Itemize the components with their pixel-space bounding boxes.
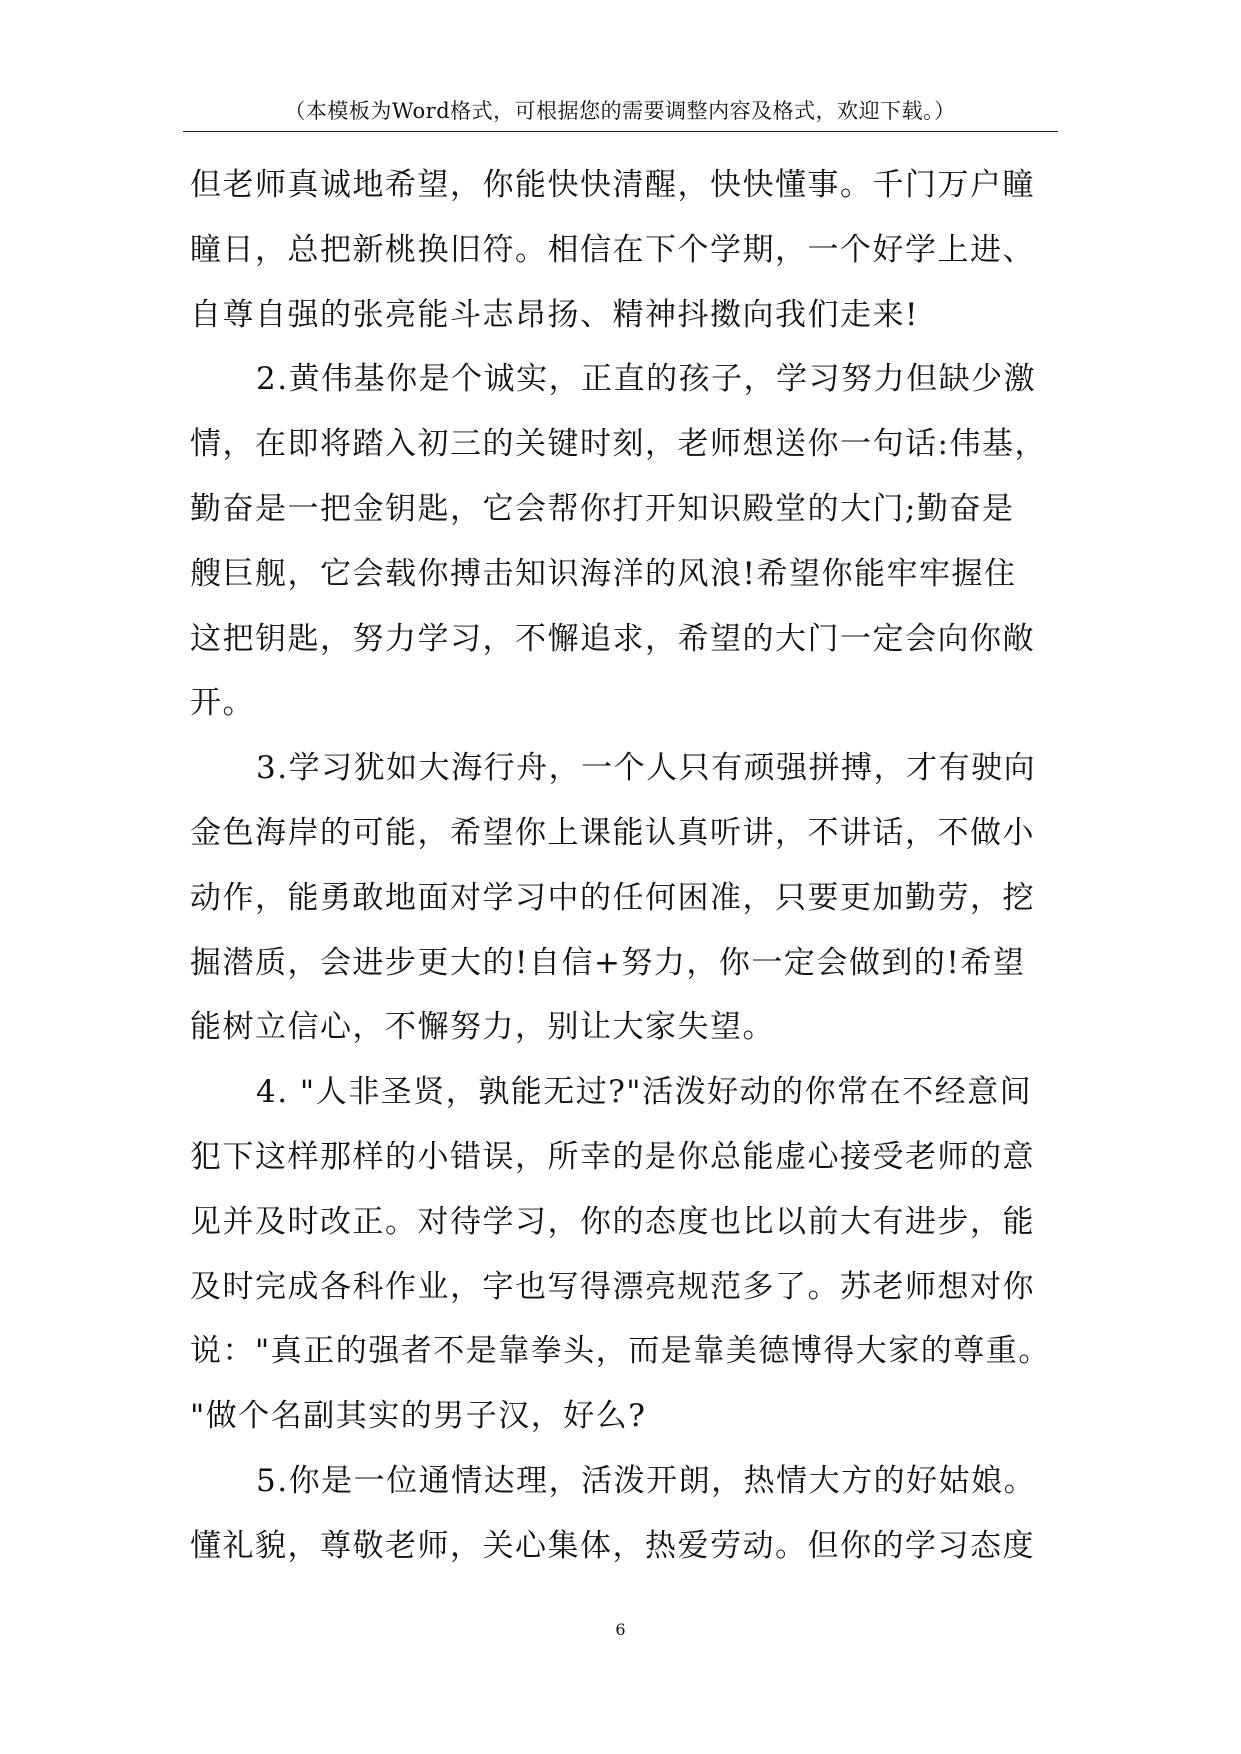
paragraph-line: 见并及时改正。对待学习，你的态度也比以前大有进步，能	[190, 1203, 1035, 1240]
paragraph-1	[190, 153, 1065, 347]
header-divider	[183, 131, 1058, 132]
paragraph-3	[190, 736, 1065, 1060]
paragraph-line: 5.你是一位通情达理，活泼开朗，热情大方的好姑娘。	[256, 1462, 1037, 1499]
paragraph-line: 动作，能勇敢地面对学习中的任何困准，只要更加勤劳，挖	[190, 879, 1035, 916]
paragraph-line: 2.黄伟基你是个诚实，正直的孩子，学习努力但缺少激	[256, 361, 1037, 398]
page-header: （本模板为Word格式，可根据您的需要调整内容及格式，欢迎下载。）	[284, 99, 956, 123]
paragraph-line: 但老师真诚地希望，你能快快清醒，快快懂事。千门万户瞳	[190, 167, 1035, 203]
paragraph-line: 能树立信心，不懈努力，别让大家失望。	[190, 1009, 775, 1046]
paragraph-line: 瞳日，总把新桃换旧符。相信在下个学期，一个好学上进、	[190, 231, 1035, 268]
page-number: 6	[615, 1620, 626, 1639]
paragraph-5	[190, 1449, 1065, 1579]
paragraph-4	[190, 1060, 1065, 1449]
paragraph-line: 及时完成各科作业，字也写得漂亮规范多了。苏老师想对你	[190, 1268, 1035, 1305]
paragraph-line: 勤奋是一把金钥匙，它会帮你打开知识殿堂的大门;勤奋是	[190, 490, 1015, 527]
paragraph-line: 开。	[190, 685, 255, 722]
paragraph-2	[190, 347, 1065, 736]
paragraph-line: 4. "人非圣贤，孰能无过?"活泼好动的你常在不经意间	[256, 1074, 1033, 1111]
paragraph-line: 情，在即将踏入初三的关键时刻，老师想送你一句话:伟基，	[190, 426, 1047, 463]
paragraph-line: 这把钥匙，努力学习，不懈追求，希望的大门一定会向你敞	[190, 620, 1035, 657]
paragraph-line: "做个名副其实的男子汉，好么?	[190, 1398, 647, 1435]
paragraph-line: 犯下这样那样的小错误，所幸的是你总能虚心接受老师的意	[190, 1138, 1035, 1175]
paragraph-line: 掘潜质，会进步更大的!自信+努力，你一定会做到的!希望	[190, 944, 1026, 981]
paragraph-line: 说："真正的强者不是靠拳头，而是靠美德博得大家的尊重。	[190, 1333, 1051, 1370]
paragraph-line: 3.学习犹如大海行舟，一个人只有顽强拼搏，才有驶向	[256, 750, 1037, 787]
paragraph-line: 艘巨舰，它会载你搏击知识海洋的风浪!希望你能牢牢握住	[190, 555, 1017, 592]
paragraph-line: 金色海岸的可能，希望你上课能认真听讲，不讲话，不做小	[190, 814, 1035, 851]
paragraph-line: 懂礼貌，尊敬老师，关心集体，热爱劳动。但你的学习态度	[190, 1527, 1035, 1564]
document-body	[190, 153, 1065, 1579]
paragraph-line: 自尊自强的张亮能斗志昂扬、精神抖擞向我们走来!	[190, 296, 919, 333]
